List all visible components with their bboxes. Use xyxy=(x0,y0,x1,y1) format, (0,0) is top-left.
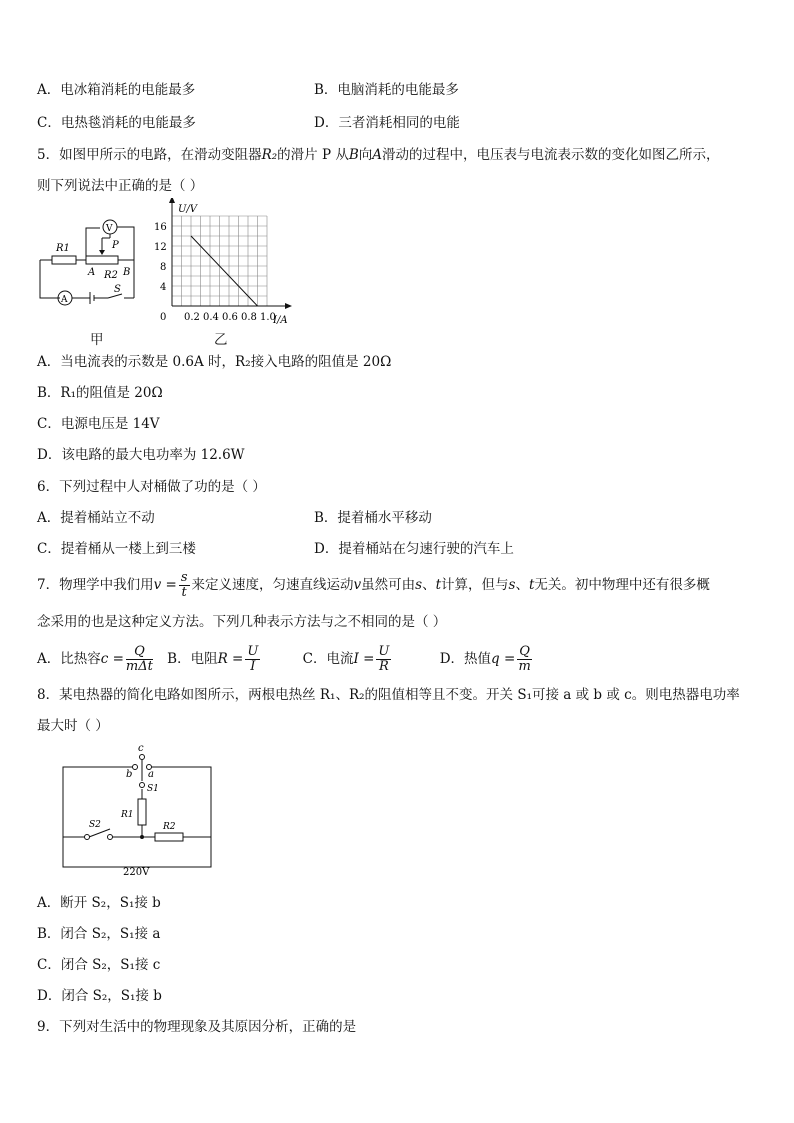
y-tick-label: 16 xyxy=(154,222,167,233)
q6-option-c: C．提着桶从一楼上到三楼 xyxy=(37,541,196,557)
label-v: V xyxy=(106,224,113,234)
x-axis-label: I/A xyxy=(273,315,288,326)
q7-stem-line1: 7．物理学中我们用v = $\frac{s}{t}$ 来定义速度，匀速直线运动v虽然可由s、t计算，但与s、t无关。初中物理中还有很多概 xyxy=(37,570,710,600)
y-tick-label: 12 xyxy=(154,242,167,253)
q7-stem-line2: 念采用的也是这种定义方法。下列几种表示方法与之不相同的是（ ） xyxy=(37,614,447,630)
label-a-meter: A xyxy=(61,295,68,305)
label-r2: R2 xyxy=(104,270,118,281)
q7-options xyxy=(37,640,534,678)
q5-circuit-diagram xyxy=(30,210,150,310)
label-220v: 220V xyxy=(123,867,150,877)
q6-option-d: D．提着桶站在匀速行驶的汽车上 xyxy=(314,541,514,557)
figure-jia-caption: 甲 xyxy=(90,332,104,348)
q4-option-a: A．电冰箱消耗的电能最多 xyxy=(37,82,196,98)
x-tick-label: 0.6 xyxy=(222,312,238,323)
q4-option-d: D．三者消耗相同的电能 xyxy=(314,115,460,131)
label-s1: S1 xyxy=(147,784,159,794)
x-tick-label: 0.4 xyxy=(203,312,219,323)
q7-option-b: B．电阻R = $\frac{U}{I}$ xyxy=(167,644,259,674)
x-tick-label: 0.8 xyxy=(241,312,257,323)
origin-label: 0 xyxy=(160,312,167,323)
q8-option-c: C．闭合 S₂，S₁接 c xyxy=(37,957,161,973)
series-line xyxy=(191,236,258,306)
q5-ui-graph xyxy=(150,198,300,330)
q4-option-c: C．电热毯消耗的电能最多 xyxy=(37,115,196,131)
x-tick-label: 1.0 xyxy=(260,312,276,323)
label-r1: R1 xyxy=(121,810,134,820)
x-tick-label: 0.2 xyxy=(184,312,200,323)
label-p: P xyxy=(112,240,119,251)
label-s: S xyxy=(114,284,121,295)
q8-stem-line1: 8．某电热器的简化电路如图所示，两根电热丝 R₁、R₂的阻值相等且不变。开关 S₁可接 a 或 b 或 c。则电热器电功率 xyxy=(37,687,740,703)
q5-option-a: A．当电流表的示数是 0.6A 时，R₂接入电路的阻值是 20Ω xyxy=(37,354,392,370)
q5-option-d: D．该电路的最大电功率为 12.6W xyxy=(37,447,245,463)
q5-option-b: B．R₁的阻值是 20Ω xyxy=(37,385,163,401)
q6-stem: 6．下列过程中人对桶做了功的是（ ） xyxy=(37,479,266,495)
q5-stem-line1: 5．如图甲所示的电路，在滑动变阻器R₂的滑片 P 从B向A滑动的过程中，电压表与电流表示数的变化如图乙所示， xyxy=(37,147,720,163)
q5-option-c: C．电源电压是 14V xyxy=(37,416,160,432)
q4-option-b: B．电脑消耗的电能最多 xyxy=(314,82,459,98)
y-tick-label: 4 xyxy=(160,282,167,293)
q6-option-a: A．提着桶站立不动 xyxy=(37,510,155,526)
q8-option-d: D．闭合 S₂，S₁接 b xyxy=(37,988,162,1004)
y-tick-label: 8 xyxy=(160,262,167,273)
figure-yi-caption: 乙 xyxy=(214,332,228,348)
q7-option-d: D．热值q = $\frac{Q}{m}$ xyxy=(439,644,531,674)
label-b-end: B xyxy=(123,267,131,278)
label-r1: R1 xyxy=(56,243,70,254)
q5-stem-line2: 则下列说法中正确的是（ ） xyxy=(37,178,204,194)
q8-option-b: B．闭合 S₂，S₁接 a xyxy=(37,926,161,942)
q6-option-b: B．提着桶水平移动 xyxy=(314,510,432,526)
label-r2: R2 xyxy=(163,822,176,832)
label-b: b xyxy=(126,769,133,780)
label-s2: S2 xyxy=(89,820,101,830)
q7-option-c: C．电流I = $\frac{U}{R}$ xyxy=(302,644,390,674)
q8-option-a: A．断开 S₂，S₁接 b xyxy=(37,895,161,911)
label-a-end: A xyxy=(88,267,96,278)
q7-option-a: A．比热容c = $\frac{Q}{\text{mΔt}}$ xyxy=(37,644,153,674)
q8-stem-line2: 最大时（ ） xyxy=(37,718,109,734)
label-c: c xyxy=(138,745,144,754)
q9-stem: 9．下列对生活中的物理现象及其原因分析，正确的是 xyxy=(37,1019,357,1035)
label-a: a xyxy=(148,769,154,780)
q8-circuit-diagram xyxy=(55,745,225,877)
y-axis-label: U/V xyxy=(178,204,198,215)
